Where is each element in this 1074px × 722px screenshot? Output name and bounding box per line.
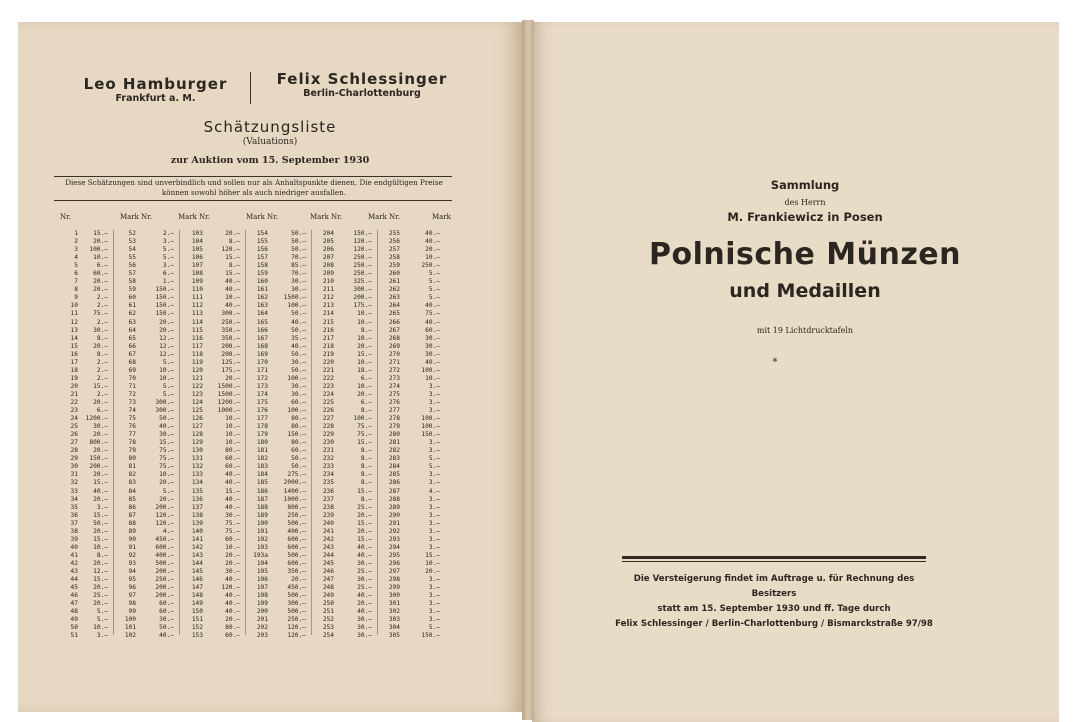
col-mark-header: Mark	[368, 213, 387, 221]
valuation-title: Schätzungsliste	[203, 118, 337, 136]
catalog-subtitle: und Medaillen	[729, 280, 881, 302]
col-nr-header: Nr.	[141, 213, 152, 221]
col-nr-header: Nr.	[267, 213, 278, 221]
table-col-mark: 20.— 8.— 120.— 15.— 8.— 15.— 40.— 40.— 10.— 40.— 300.— 250.— 350.— 350.— 200.— 200.— 125.— 175.— 20.— 1500.— 1500.— 1200.— 1000.— 10.— 10.— 10.— 10.— 80.— 60.— 60.— 40.— 40.— 15.— 40.— 40.— 30.— 75.— 75.— 60.— 10.— 20.— 20.— 30.— 40.— 120.— 40.— 40.— 40.— 20.— 80.— 60.—	[217, 230, 240, 640]
star-ornament: *	[772, 357, 778, 368]
column-divider	[179, 230, 180, 635]
col-nr-header: Nr.	[60, 213, 71, 221]
table-col-nr: 204 205 206 207 208 209 210 211 212 213 214 215 216 217 218 219 220 221 222 223 224 225 226 227 228 229 230 231 232 233 234 235 236 237 238 239 240 241 242 243 244 245 246 247 248 249 250 251 252 253 254	[322, 230, 334, 640]
table-col-nr: 1 2 3 4 5 6 7 8 9 10 11 12 13 14 15 16 17 18 19 20 21 22 23 24 25 26 27 28 29 30 31 32 33 34 35 36 37 38 39 40 41 42 43 44 45 46 47 48 49 50 51	[70, 230, 78, 640]
col-mark-header: Mark	[310, 213, 329, 221]
catalog-title: Polnische Münzen	[648, 237, 962, 272]
firm-divider	[250, 72, 251, 104]
table-col-nr: 255 256 257 258 259 260 261 262 263 264 265 266 267 268 269 270 271 272 273 274 275 276 277 278 279 280 281 282 283 284 285 286 287 288 289 290 291 292 293 294 295 296 297 298 299 300 301 302 303 304 305	[388, 230, 400, 640]
col-mark-header: Mark	[432, 213, 451, 221]
table-col-mark: 150.— 120.— 120.— 250.— 250.— 250.— 325.— 300.— 200.— 175.— 10.— 10.— 8.— 10.— 20.— 15.— 10.— 18.— 6.— 10.— 20.— 6.— 8.— 100.— 75.— 75.— 15.— 8.— 8.— 8.— 8.— 8.— 15.— 8.— 25.— 20.— 15.— 20.— 15.— 40.— 40.— 30.— 25.— 30.— 25.— 40.— 20.— 40.— 30.— 30.— 30.—	[353, 230, 372, 640]
table-col-nr: 154 155 156 157 158 159 160 161 162 163 164 165 166 167 168 169 170 171 172 173 174 175 176 177 178 179 180 181 182 183 184 185 186 187 188 189 190 191 192 193 193a 194 195 196 197 198 199 200 201 202 203	[253, 230, 268, 640]
col-nr-header: Nr.	[331, 213, 342, 221]
plates-note: mit 19 Lichtdrucktafeln	[756, 326, 854, 335]
divider-rule	[54, 200, 452, 201]
des-herrn-label: des Herrn	[784, 198, 826, 207]
firm-name: Leo Hamburger	[83, 75, 228, 93]
col-mark-header: Mark	[178, 213, 197, 221]
footer-line: statt am 15. September 1930 und ff. Tage durch	[657, 604, 891, 614]
divider-rule	[622, 561, 926, 562]
footer-line: Die Versteigerung findet im Auftrage u. für Rechnung des Besitzers	[633, 574, 915, 599]
firm-city: Frankfurt a. M.	[115, 93, 196, 104]
auction-date: zur Auktion vom 15. September 1930	[170, 155, 370, 166]
table-col-nr: 52 53 54 55 56 57 58 59 60 61 62 63 64 65 66 67 68 69 70 71 72 73 74 75 76 77 78 79 80 81 82 83 84 85 86 87 88 89 90 91 92 93 94 95 96 97 98 99 100 101 102	[124, 230, 136, 640]
table-col-mark: 2.— 3.— 5.— 5.— 3.— 6.— 1.— 150.— 150.— 150.— 150.— 20.— 20.— 12.— 12.— 12.— 5.— 10.— 10.— 5.— 5.— 300.— 300.— 50.— 40.— 30.— 15.— 75.— 75.— 75.— 10.— 20.— 5.— 20.— 200.— 120.— 120.— 4.— 450.— 600.— 400.— 500.— 200.— 250.— 200.— 200.— 60.— 60.— 30.— 50.— 40.—	[155, 230, 174, 640]
table-col-mark: 40.— 40.— 20.— 10.— 250.— 5.— 5.— 5.— 5.— 40.— 75.— 40.— 60.— 30.— 30.— 30.— 40.— 100.— 10.— 3.— 3.— 3.— 3.— 100.— 100.— 150.— 3.— 3.— 5.— 5.— 3.— 3.— 4.— 3.— 3.— 3.— 3.— 3.— 3.— 3.— 15.— 10.— 20.— 3.— 3.— 3.— 3.— 3.— 3.— 5.— 150.—	[421, 230, 440, 640]
divider-rule	[54, 176, 452, 177]
valuation-subtitle: (Valuations)	[242, 137, 298, 147]
col-nr-header: Nr.	[199, 213, 210, 221]
footer-line: Felix Schlessinger / Berlin-Charlottenburg / Bismarckstraße 97/98	[615, 619, 933, 629]
disclaimer-line: Diese Schätzungen sind unverbindlich und sollen nur als Anhaltspunkte dienen. Die endgültigen Preise	[65, 178, 443, 187]
disclaimer-line: können sowohl höher als auch niedriger ausfallen.	[161, 188, 347, 197]
table-header	[56, 213, 452, 223]
auction-footer	[612, 572, 936, 632]
firm-city: Berlin-Charlottenburg	[303, 88, 421, 99]
collection-label: Sammlung	[770, 178, 840, 192]
book-spine	[522, 20, 534, 720]
firm-hamburger	[58, 75, 253, 104]
divider-rule	[622, 556, 926, 559]
firm-name: Felix Schlessinger	[276, 70, 448, 88]
firm-schlessinger	[262, 70, 462, 99]
table-col-nr: 103 104 105 106 107 108 109 110 111 112 113 114 115 116 117 118 119 120 121 122 123 124 125 126 127 128 129 130 131 132 133 134 135 136 137 138 139 140 141 142 143 144 145 146 147 148 149 150 151 152 153	[191, 230, 203, 640]
table-col-mark: 50.— 50.— 50.— 70.— 85.— 70.— 30.— 30.— 1500.— 100.— 50.— 40.— 50.— 35.— 40.— 50.— 30.— 50.— 100.— 30.— 30.— 60.— 100.— 80.— 80.— 150.— 80.— 60.— 50.— 50.— 275.— 2000.— 1400.— 1000.— 800.— 250.— 500.— 400.— 600.— 600.— 500.— 600.— 350.— 20.— 450.— 500.— 300.— 500.— 250.— 120.— 120.—	[283, 230, 306, 640]
col-nr-header: Nr.	[389, 213, 400, 221]
col-mark-header: Mark	[246, 213, 265, 221]
col-mark-header: Mark	[120, 213, 139, 221]
collection-owner: M. Frankiewicz in Posen	[727, 210, 883, 224]
disclaimer	[56, 178, 452, 198]
table-col-mark: 15.— 20.— 100.— 10.— 6.— 60.— 20.— 20.— 2.— 2.— 75.— 2.— 30.— 8.— 20.— 8.— 2.— 2.— 2.— 15.— 2.— 20.— 6.— 1200.— 30.— 20.— 800.— 20.— 150.— 200.— 20.— 15.— 40.— 20.— 3.— 15.— 50.— 20.— 15.— 10.— 8.— 20.— 12.— 15.— 20.— 25.— 20.— 5.— 5.— 10.— 3.—	[85, 230, 108, 640]
valuation-table	[56, 230, 452, 640]
